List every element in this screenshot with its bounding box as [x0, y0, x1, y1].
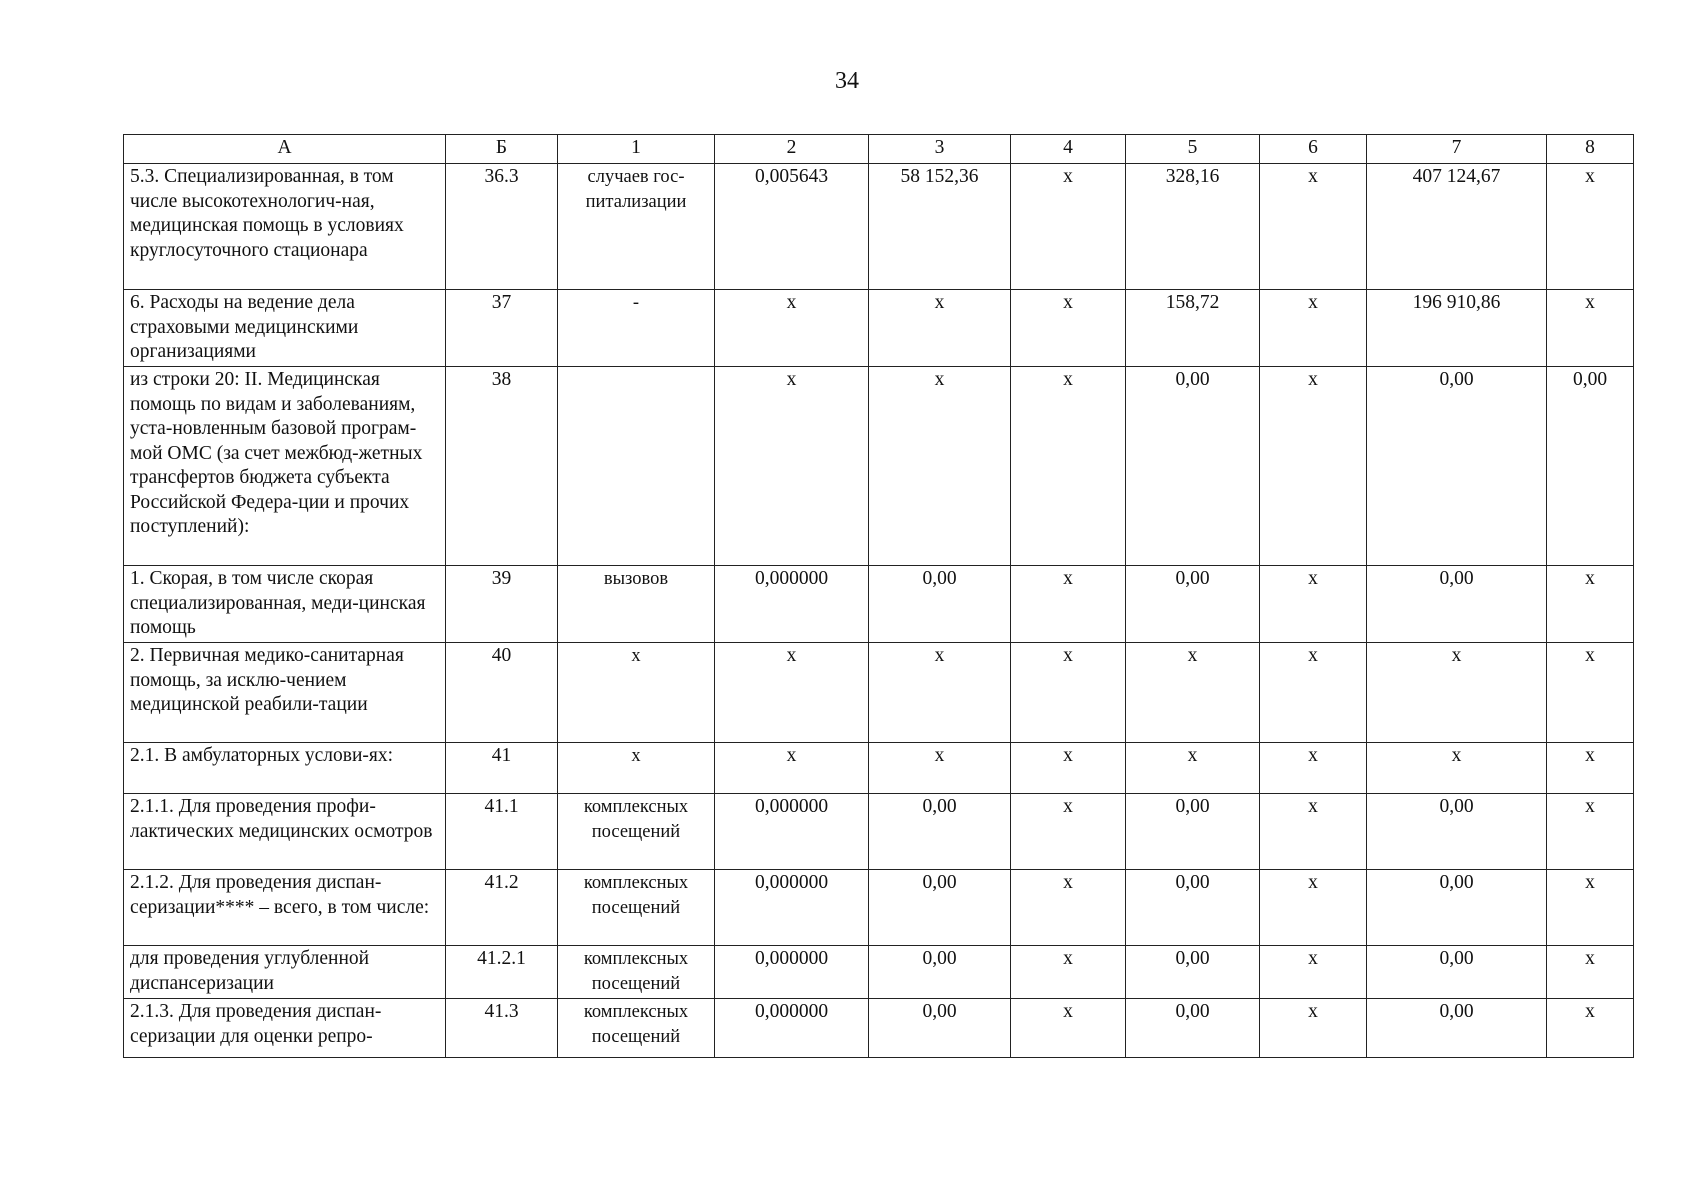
cell-col6: х [1260, 999, 1367, 1058]
row-unit: вызовов [558, 566, 715, 643]
column-header: 6 [1260, 135, 1367, 164]
cell-col8: х [1547, 643, 1634, 743]
cell-col8: х [1547, 870, 1634, 946]
column-header: 4 [1011, 135, 1126, 164]
cell-col2: 0,000000 [715, 946, 869, 999]
row-unit: комплексных посещений [558, 946, 715, 999]
cell-col5: 0,00 [1126, 870, 1260, 946]
row-unit: х [558, 643, 715, 743]
cell-col4: х [1011, 743, 1126, 794]
cell-col6: х [1260, 164, 1367, 290]
cell-col6: х [1260, 643, 1367, 743]
cell-col2: х [715, 643, 869, 743]
row-code: 38 [446, 367, 558, 566]
cell-col2: 0,005643 [715, 164, 869, 290]
cell-col8: 0,00 [1547, 367, 1634, 566]
column-header: 2 [715, 135, 869, 164]
cell-col8: х [1547, 743, 1634, 794]
cell-col5: 0,00 [1126, 946, 1260, 999]
cell-col6: х [1260, 946, 1367, 999]
column-header: 5 [1126, 135, 1260, 164]
row-code: 41.2.1 [446, 946, 558, 999]
column-header: 8 [1547, 135, 1634, 164]
column-header: Б [446, 135, 558, 164]
cell-col4: х [1011, 290, 1126, 367]
cell-col5: 0,00 [1126, 794, 1260, 870]
cell-col5: х [1126, 643, 1260, 743]
column-header: 3 [869, 135, 1011, 164]
cell-col7: 0,00 [1367, 367, 1547, 566]
row-code: 41.2 [446, 870, 558, 946]
cell-col8: х [1547, 566, 1634, 643]
cell-col4: х [1011, 367, 1126, 566]
table-row [124, 643, 1634, 743]
row-name: для проведения углубленной диспансеризации [124, 946, 446, 999]
row-code: 41 [446, 743, 558, 794]
cell-col6: х [1260, 794, 1367, 870]
row-code: 40 [446, 643, 558, 743]
cell-col7: х [1367, 743, 1547, 794]
cell-col7: 407 124,67 [1367, 164, 1547, 290]
cell-col7: 0,00 [1367, 870, 1547, 946]
cell-col5: 0,00 [1126, 566, 1260, 643]
column-header: 7 [1367, 135, 1547, 164]
row-name: 5.3. Специализированная, в том числе высокотехнологич-ная, медицинская помощь в условиях круглосуточного стационара [124, 164, 446, 290]
cell-col2: х [715, 367, 869, 566]
table-row [124, 566, 1634, 643]
cell-col2: 0,000000 [715, 566, 869, 643]
row-code: 39 [446, 566, 558, 643]
cell-col4: х [1011, 164, 1126, 290]
cell-col7: х [1367, 643, 1547, 743]
cell-col7: 0,00 [1367, 566, 1547, 643]
cell-col2: х [715, 290, 869, 367]
row-name: 6. Расходы на ведение дела страховыми медицинскими организациями [124, 290, 446, 367]
cell-col5: х [1126, 743, 1260, 794]
table-row [124, 794, 1634, 870]
page-number: 34 [835, 68, 859, 94]
table-row [124, 870, 1634, 946]
cell-col5: 0,00 [1126, 999, 1260, 1058]
row-name: 2.1.1. Для проведения профи-лактических медицинских осмотров [124, 794, 446, 870]
row-code: 37 [446, 290, 558, 367]
table-row [124, 367, 1634, 566]
row-unit [558, 367, 715, 566]
cell-col4: х [1011, 566, 1126, 643]
cell-col2: 0,000000 [715, 999, 869, 1058]
cell-col8: х [1547, 164, 1634, 290]
cell-col6: х [1260, 743, 1367, 794]
cell-col7: 196 910,86 [1367, 290, 1547, 367]
row-unit: комплексных посещений [558, 999, 715, 1058]
row-unit: комплексных посещений [558, 794, 715, 870]
cell-col5: 0,00 [1126, 367, 1260, 566]
table-row [124, 743, 1634, 794]
cell-col3: 0,00 [869, 794, 1011, 870]
column-header: 1 [558, 135, 715, 164]
row-name: 2.1. В амбулаторных услови-ях: [124, 743, 446, 794]
cell-col3: 0,00 [869, 946, 1011, 999]
cell-col4: х [1011, 870, 1126, 946]
header-row [124, 135, 1634, 164]
row-unit: х [558, 743, 715, 794]
row-name: 2.1.2. Для проведения диспан-серизации**** – всего, в том числе: [124, 870, 446, 946]
cell-col4: х [1011, 794, 1126, 870]
cell-col3: 0,00 [869, 870, 1011, 946]
row-code: 41.1 [446, 794, 558, 870]
cell-col6: х [1260, 566, 1367, 643]
row-unit: случаев гос-питализации [558, 164, 715, 290]
cell-col6: х [1260, 290, 1367, 367]
cell-col5: 328,16 [1126, 164, 1260, 290]
cell-col7: 0,00 [1367, 946, 1547, 999]
cell-col3: х [869, 367, 1011, 566]
cell-col3: х [869, 290, 1011, 367]
cell-col3: 0,00 [869, 999, 1011, 1058]
cell-col3: х [869, 743, 1011, 794]
row-unit: комплексных посещений [558, 870, 715, 946]
cell-col3: 58 152,36 [869, 164, 1011, 290]
table-row [124, 290, 1634, 367]
cell-col8: х [1547, 999, 1634, 1058]
table-row [124, 164, 1634, 290]
cell-col2: 0,000000 [715, 794, 869, 870]
cell-col5: 158,72 [1126, 290, 1260, 367]
cell-col3: х [869, 643, 1011, 743]
cell-col2: х [715, 743, 869, 794]
row-name: 2. Первичная медико-санитарная помощь, за исклю-чением медицинской реабили-тации [124, 643, 446, 743]
row-unit: - [558, 290, 715, 367]
cell-col7: 0,00 [1367, 794, 1547, 870]
row-name: 2.1.3. Для проведения диспан-серизации для оценки репро- [124, 999, 446, 1058]
row-code: 36.3 [446, 164, 558, 290]
row-name: 1. Скорая, в том числе скорая специализированная, меди-цинская помощь [124, 566, 446, 643]
cell-col8: х [1547, 290, 1634, 367]
table-row [124, 999, 1634, 1058]
row-code: 41.3 [446, 999, 558, 1058]
cell-col6: х [1260, 367, 1367, 566]
cell-col8: х [1547, 794, 1634, 870]
table-row [124, 946, 1634, 999]
cell-col8: х [1547, 946, 1634, 999]
cell-col4: х [1011, 643, 1126, 743]
cell-col2: 0,000000 [715, 870, 869, 946]
cell-col4: х [1011, 999, 1126, 1058]
cell-col7: 0,00 [1367, 999, 1547, 1058]
cell-col6: х [1260, 870, 1367, 946]
cell-col3: 0,00 [869, 566, 1011, 643]
row-name: из строки 20: II. Медицинская помощь по видам и заболеваниям, уста-новленным базовой програм-мой ОМС (за счет межбюд-жетных трансфертов бюджета субъекта Российской Федера-ции и прочих поступлений): [124, 367, 446, 566]
data-table [123, 134, 1634, 1058]
column-header: А [124, 135, 446, 164]
cell-col4: х [1011, 946, 1126, 999]
